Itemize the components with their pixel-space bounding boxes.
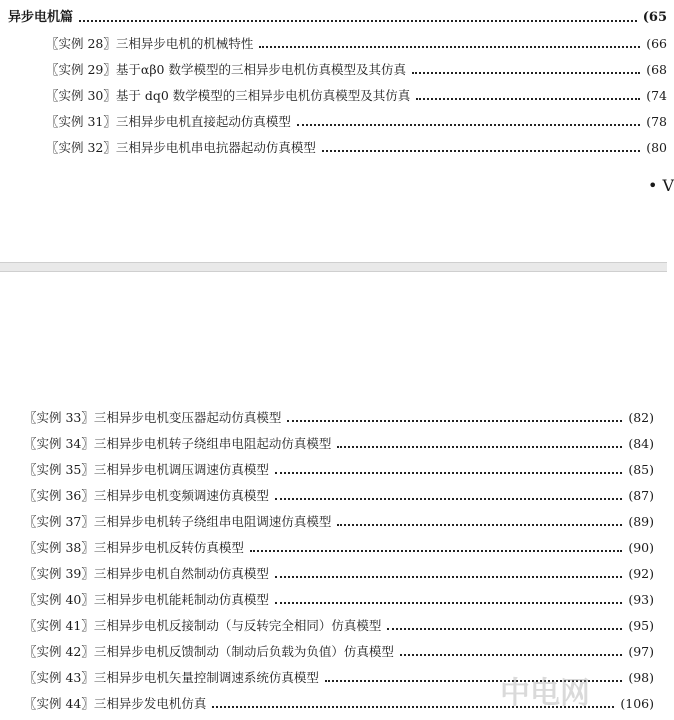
toc-entry: [24, 436, 654, 452]
toc-entry: [46, 88, 667, 104]
leader-dots: [337, 446, 622, 448]
leader-dots: [322, 150, 640, 152]
toc-entry-title: 〖实例 31〗三相异步电机直接起动仿真模型: [46, 114, 291, 129]
toc-entry-title: 〖实例 34〗三相异步电机转子绕组串电阻起动仿真模型: [24, 436, 332, 451]
toc-entry-page: (98): [628, 670, 654, 685]
leader-dots: [400, 654, 622, 656]
leader-dots: [250, 550, 622, 552]
toc-entry: [24, 488, 654, 504]
toc-entry-title: 〖实例 30〗基于 dq0 数学模型的三相异步电机仿真模型及其仿真: [46, 88, 411, 103]
section-page: (65: [642, 10, 667, 25]
toc-entry: [24, 618, 654, 634]
toc-entry-page: (92): [628, 566, 654, 581]
toc-entry-page: (84): [628, 436, 654, 451]
page-break-separator: [0, 262, 667, 272]
page-number-mark: • V: [648, 176, 674, 195]
toc-entry-page: (68: [646, 62, 667, 77]
toc-entry: [46, 36, 667, 52]
toc-entry-title: 〖实例 38〗三相异步电机反转仿真模型: [24, 540, 244, 555]
toc-entry-title: 〖实例 43〗三相异步电机矢量控制调速系统仿真模型: [24, 670, 319, 685]
toc-entry: [46, 114, 667, 130]
toc-entry: [24, 514, 654, 530]
section-title: 异步电机篇: [8, 10, 74, 25]
leader-dots: [79, 20, 637, 22]
toc-entry-title: 〖实例 36〗三相异步电机变频调速仿真模型: [24, 488, 269, 503]
toc-entry-title: 〖实例 37〗三相异步电机转子绕组串电阻调速仿真模型: [24, 514, 332, 529]
toc-entry-page: (89): [628, 514, 654, 529]
toc-entry-page: (74: [646, 88, 667, 103]
toc-entry: [24, 462, 654, 478]
toc-entry: [24, 592, 654, 608]
leader-dots: [275, 472, 622, 474]
toc-entry-title: 〖实例 35〗三相异步电机调压调速仿真模型: [24, 462, 269, 477]
leader-dots: [297, 124, 640, 126]
toc-entry: [24, 410, 654, 426]
leader-dots: [259, 46, 640, 48]
toc-entry-page: (87): [628, 488, 654, 503]
toc-entry: [46, 62, 667, 78]
toc-entry: [24, 644, 654, 660]
toc-entry-page: (66: [646, 36, 667, 51]
toc-entry-page: (80: [646, 140, 667, 155]
toc-entry-page: (78: [646, 114, 667, 129]
toc-section-heading: [8, 10, 667, 26]
toc-entry-title: 〖实例 40〗三相异步电机能耗制动仿真模型: [24, 592, 269, 607]
leader-dots: [337, 524, 622, 526]
toc-entry-page: (95): [628, 618, 654, 633]
toc-entry: [46, 140, 667, 156]
toc-entry-page: (106): [620, 696, 654, 711]
site-watermark: 中电网: [500, 676, 590, 711]
toc-entry-title: 〖实例 41〗三相异步电机反接制动（与反转完全相同）仿真模型: [24, 618, 382, 633]
leader-dots: [416, 98, 640, 100]
toc-entry-title: 〖实例 33〗三相异步电机变压器起动仿真模型: [24, 410, 282, 425]
toc-entry: [24, 540, 654, 556]
toc-page-upper: [0, 0, 674, 262]
toc-entry-page: (97): [628, 644, 654, 659]
toc-entry-title: 〖实例 28〗三相异步电机的机械特性: [46, 36, 254, 51]
leader-dots: [412, 72, 640, 74]
toc-entry-title: 〖实例 29〗基于αβ0 数学模型的三相异步电机仿真模型及其仿真: [46, 62, 406, 77]
toc-entry-title: 〖实例 44〗三相异步发电机仿真: [24, 696, 207, 711]
leader-dots: [387, 628, 622, 630]
toc-entry-page: (90): [628, 540, 654, 555]
toc-page-lower: [0, 272, 667, 720]
toc-entry: [24, 566, 654, 582]
toc-entry-page: (82): [628, 410, 654, 425]
leader-dots: [275, 602, 622, 604]
leader-dots: [275, 498, 622, 500]
toc-entry-title: 〖实例 39〗三相异步电机自然制动仿真模型: [24, 566, 269, 581]
toc-entry-page: (93): [628, 592, 654, 607]
leader-dots: [287, 420, 622, 422]
leader-dots: [275, 576, 622, 578]
toc-entry-title: 〖实例 42〗三相异步电机反馈制动（制动后负载为负值）仿真模型: [24, 644, 394, 659]
toc-entry-page: (85): [628, 462, 654, 477]
toc-entry-title: 〖实例 32〗三相异步电机串电抗器起动仿真模型: [46, 140, 316, 155]
